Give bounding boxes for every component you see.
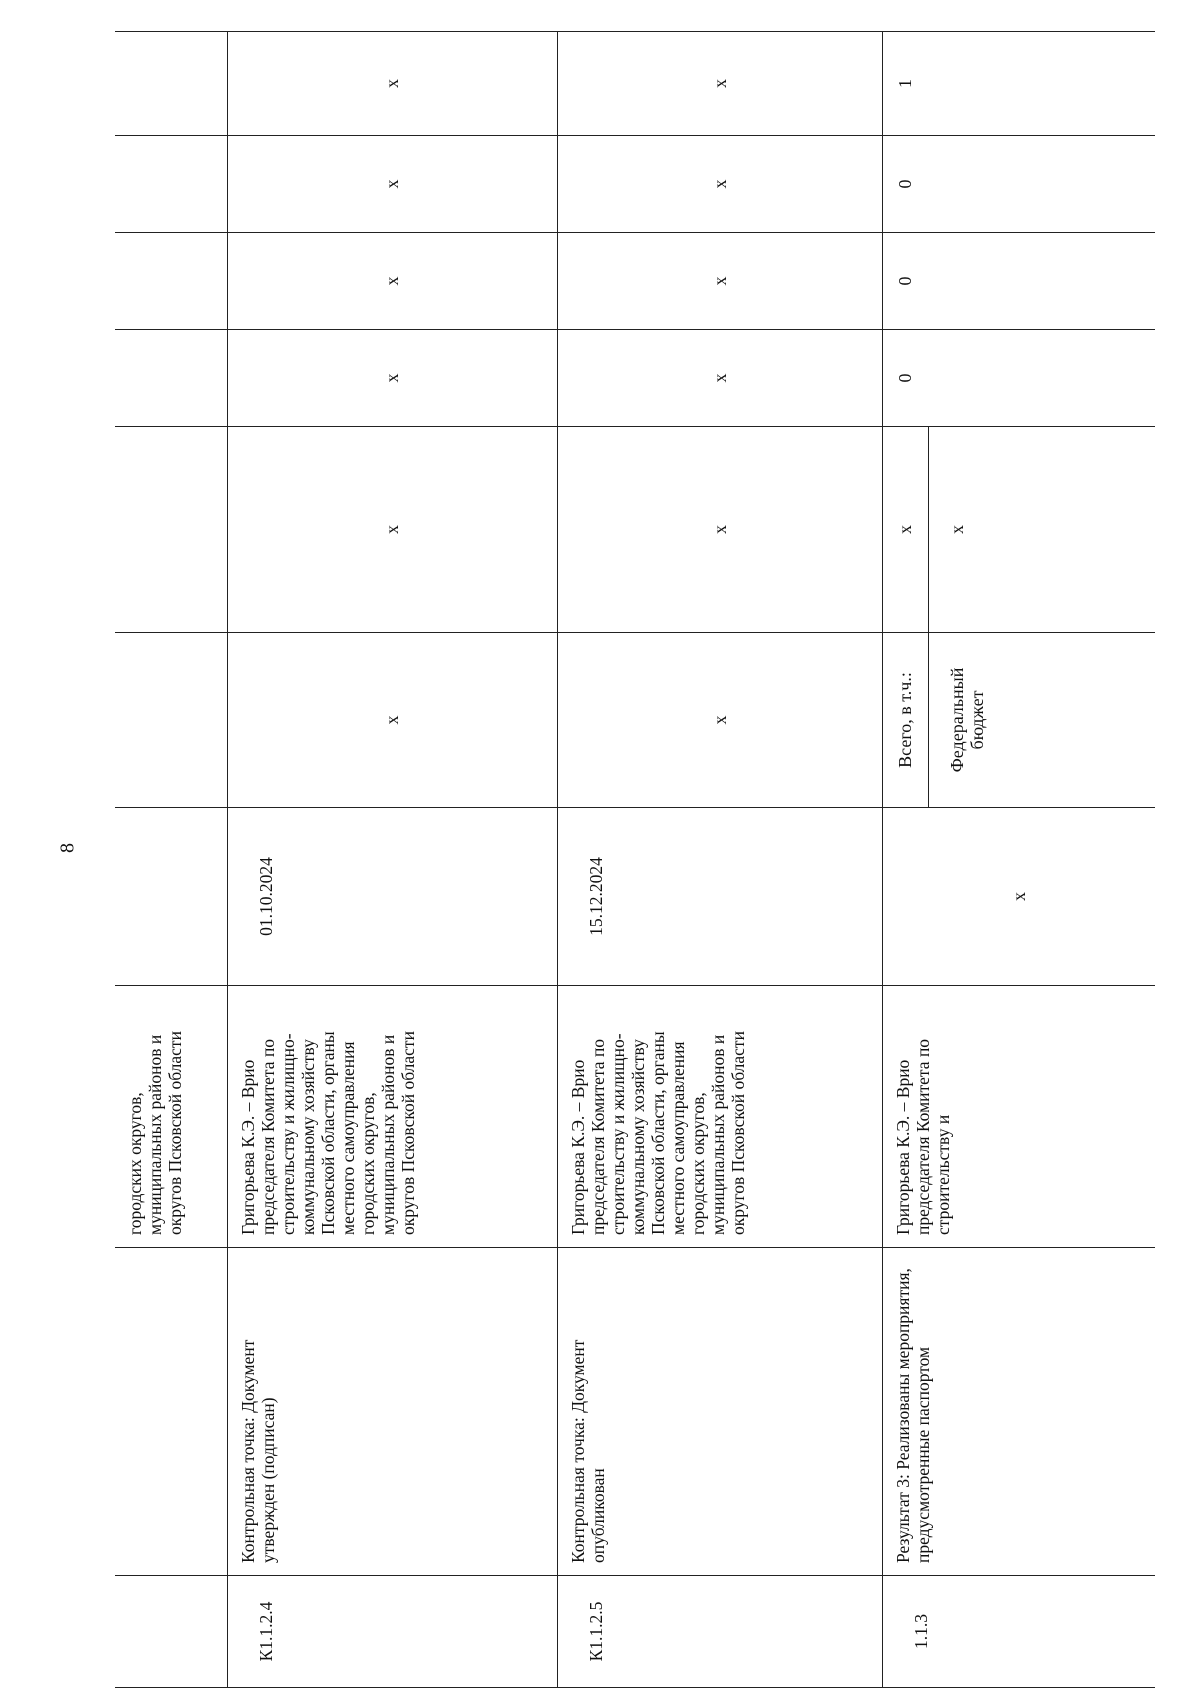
cell-source-fed: Федеральный бюджет bbox=[928, 633, 1155, 808]
cell-v2: 0 bbox=[882, 233, 1155, 330]
cell-responsible: городских округов, муниципальных районов и округов Псковской области bbox=[115, 986, 227, 1248]
cell-name: Результат 3: Реализованы мероприятия, предусмотренные паспортом bbox=[882, 1248, 1155, 1576]
cell-v1: x bbox=[227, 330, 557, 427]
table-row bbox=[557, 32, 882, 1688]
cell-source: x bbox=[227, 633, 557, 808]
cell-date: 15.12.2024 bbox=[557, 808, 882, 986]
cell-v3: x bbox=[227, 136, 557, 233]
cell-source-total: Всего, в т.ч.: bbox=[882, 633, 928, 808]
plan-table bbox=[115, 31, 1155, 1688]
cell-date: 01.10.2024 bbox=[227, 808, 557, 986]
cell-id: К1.1.2.5 bbox=[557, 1576, 882, 1688]
cell-v1: 0 bbox=[882, 330, 1155, 427]
table-row bbox=[115, 32, 227, 1688]
cell-v1: x bbox=[557, 330, 882, 427]
cell-date: x bbox=[882, 808, 1155, 986]
cell-v4: x bbox=[227, 32, 557, 136]
cell-id bbox=[115, 1576, 227, 1688]
cell-name bbox=[115, 1248, 227, 1576]
cell-v2 bbox=[115, 233, 227, 330]
rotated-table-sheet bbox=[115, 32, 1155, 1688]
cell-responsible: Григорьева К.Э. – Врио председателя Комитета по строительству и жилищно-коммунальному хозяйству Псковской области, органы местного самоуправления городских округов, муниципальных районов и округов Псковской области bbox=[557, 986, 882, 1248]
table-row bbox=[882, 32, 928, 1688]
cell-v3 bbox=[115, 136, 227, 233]
cell-v3: x bbox=[557, 136, 882, 233]
cell-v1 bbox=[115, 330, 227, 427]
cell-total: x bbox=[557, 427, 882, 633]
cell-total: x bbox=[227, 427, 557, 633]
cell-v3: 0 bbox=[882, 136, 1155, 233]
cell-v2: x bbox=[557, 233, 882, 330]
cell-name: Контрольная точка: Документ утвержден (подписан) bbox=[227, 1248, 557, 1576]
cell-v4 bbox=[115, 32, 227, 136]
cell-id: К1.1.2.4 bbox=[227, 1576, 557, 1688]
cell-date bbox=[115, 808, 227, 986]
cell-source: x bbox=[557, 633, 882, 808]
cell-total bbox=[115, 427, 227, 633]
cell-source bbox=[115, 633, 227, 808]
cell-v2: x bbox=[227, 233, 557, 330]
cell-responsible: Григорьева К.Э. – Врио председателя Комитета по строительству и жилищно-коммунальному хозяйству Псковской области, органы местного самоуправления городских округов, муниципальных районов и округов Псковской области bbox=[227, 986, 557, 1248]
cell-total-fed: x bbox=[928, 427, 1155, 633]
cell-total-total: x bbox=[882, 427, 928, 633]
cell-name: Контрольная точка: Документ опубликован bbox=[557, 1248, 882, 1576]
cell-responsible: Григорьева К.Э. – Врио председателя Комитета по строительству и bbox=[882, 986, 1155, 1248]
cell-v4: x bbox=[557, 32, 882, 136]
cell-v4: 1 bbox=[882, 32, 1155, 136]
cell-id: 1.1.3 bbox=[882, 1576, 1155, 1688]
page-number: 8 bbox=[56, 843, 79, 853]
table-row bbox=[227, 32, 557, 1688]
